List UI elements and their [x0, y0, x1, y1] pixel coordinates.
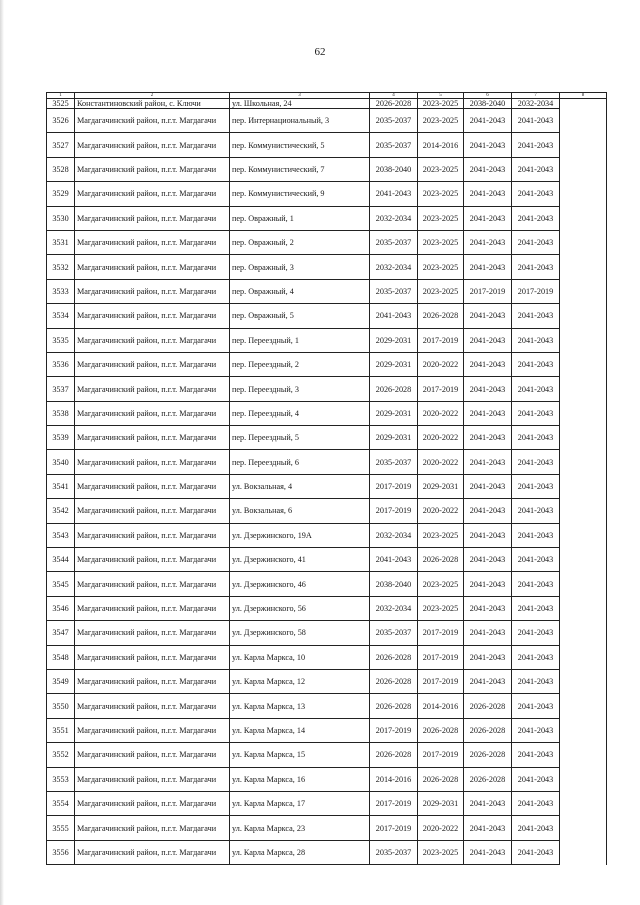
row-period-col7: 2041-2043 — [512, 670, 560, 694]
row-period-col7: 2041-2043 — [512, 743, 560, 767]
row-number: 3535 — [47, 328, 75, 352]
row-period-col4: 2017-2019 — [370, 816, 418, 840]
row-period-col7: 2041-2043 — [512, 548, 560, 572]
row-district: Магдагачинский район, п.г.т. Магдагачи — [75, 279, 230, 303]
row-period-col6: 2041-2043 — [464, 816, 512, 840]
row-period-col6: 2026-2028 — [464, 767, 512, 791]
row-number: 3556 — [47, 840, 75, 864]
column-number: 3 — [230, 93, 370, 99]
row-number: 3539 — [47, 426, 75, 450]
row-period-col6: 2041-2043 — [464, 499, 512, 523]
row-period-col6: 2041-2043 — [464, 230, 512, 254]
row-address: пер. Овражный, 4 — [230, 279, 370, 303]
row-number: 3537 — [47, 377, 75, 401]
row-col8-empty — [560, 816, 607, 840]
row-period-col6: 2041-2043 — [464, 182, 512, 206]
row-period-col4: 2032-2034 — [370, 596, 418, 620]
row-col8-empty — [560, 255, 607, 279]
row-number: 3536 — [47, 352, 75, 376]
row-col8-empty — [560, 694, 607, 718]
row-period-col5: 2029-2031 — [418, 474, 464, 498]
row-period-col5: 2020-2022 — [418, 426, 464, 450]
row-period-col4: 2014-2016 — [370, 767, 418, 791]
column-number: 6 — [464, 93, 512, 99]
row-period-col4: 2035-2037 — [370, 230, 418, 254]
row-address: ул. Карла Маркса, 10 — [230, 645, 370, 669]
row-period-col7: 2041-2043 — [512, 621, 560, 645]
row-address: пер. Коммунистический, 5 — [230, 133, 370, 157]
row-address: ул. Карла Маркса, 13 — [230, 694, 370, 718]
row-district: Магдагачинский район, п.г.т. Магдагачи — [75, 450, 230, 474]
row-period-col4: 2035-2037 — [370, 621, 418, 645]
row-period-col7: 2041-2043 — [512, 352, 560, 376]
row-period-col5: 2020-2022 — [418, 816, 464, 840]
row-period-col5: 2020-2022 — [418, 450, 464, 474]
column-number: 5 — [418, 93, 464, 99]
page-number: 62 — [314, 46, 326, 58]
row-district: Магдагачинский район, п.г.т. Магдагачи — [75, 230, 230, 254]
row-district: Константиновский район, с. Ключи — [75, 99, 230, 109]
row-period-col6: 2041-2043 — [464, 304, 512, 328]
row-period-col7: 2041-2043 — [512, 694, 560, 718]
column-number: 4 — [370, 93, 418, 99]
row-period-col6: 2038-2040 — [464, 99, 512, 109]
row-number: 3541 — [47, 474, 75, 498]
row-period-col7: 2041-2043 — [512, 499, 560, 523]
row-number: 3532 — [47, 255, 75, 279]
row-period-col5: 2017-2019 — [418, 328, 464, 352]
row-address: ул. Карла Маркса, 17 — [230, 791, 370, 815]
row-col8-empty — [560, 548, 607, 572]
row-address: пер. Овражный, 5 — [230, 304, 370, 328]
row-address: пер. Переездный, 2 — [230, 352, 370, 376]
row-district: Магдагачинский район, п.г.т. Магдагачи — [75, 182, 230, 206]
row-address: пер. Переездный, 5 — [230, 426, 370, 450]
row-district: Магдагачинский район, п.г.т. Магдагачи — [75, 401, 230, 425]
table-row — [47, 840, 607, 864]
table-row — [47, 596, 607, 620]
row-district: Магдагачинский район, п.г.т. Магдагачи — [75, 743, 230, 767]
row-period-col4: 2038-2040 — [370, 572, 418, 596]
table-row — [47, 743, 607, 767]
row-period-col5: 2023-2025 — [418, 109, 464, 133]
row-district: Магдагачинский район, п.г.т. Магдагачи — [75, 255, 230, 279]
row-period-col7: 2041-2043 — [512, 816, 560, 840]
table-row — [47, 450, 607, 474]
row-period-col5: 2014-2016 — [418, 694, 464, 718]
row-col8-empty — [560, 499, 607, 523]
row-period-col4: 2041-2043 — [370, 182, 418, 206]
scan-edge-shadow — [0, 0, 4, 905]
row-period-col7: 2041-2043 — [512, 182, 560, 206]
row-period-col4: 2035-2037 — [370, 450, 418, 474]
row-period-col4: 2035-2037 — [370, 279, 418, 303]
row-number: 3529 — [47, 182, 75, 206]
row-period-col4: 2032-2034 — [370, 523, 418, 547]
row-period-col5: 2026-2028 — [418, 718, 464, 742]
row-period-col7: 2041-2043 — [512, 645, 560, 669]
row-period-col4: 2035-2037 — [370, 840, 418, 864]
row-period-col7: 2041-2043 — [512, 426, 560, 450]
row-period-col7: 2041-2043 — [512, 401, 560, 425]
row-address: ул. Школьная, 24 — [230, 99, 370, 109]
row-district: Магдагачинский район, п.г.т. Магдагачи — [75, 426, 230, 450]
row-number: 3550 — [47, 694, 75, 718]
row-period-col7: 2041-2043 — [512, 523, 560, 547]
table-row — [47, 426, 607, 450]
row-address: ул. Дзержинского, 58 — [230, 621, 370, 645]
row-district: Магдагачинский район, п.г.т. Магдагачи — [75, 718, 230, 742]
row-district: Магдагачинский район, п.г.т. Магдагачи — [75, 328, 230, 352]
row-address: пер. Переездный, 6 — [230, 450, 370, 474]
row-period-col5: 2023-2025 — [418, 206, 464, 230]
row-number: 3533 — [47, 279, 75, 303]
row-period-col6: 2041-2043 — [464, 670, 512, 694]
row-address: пер. Овражный, 2 — [230, 230, 370, 254]
row-number: 3525 — [47, 99, 75, 109]
row-period-col6: 2041-2043 — [464, 645, 512, 669]
row-district: Магдагачинский район, п.г.т. Магдагачи — [75, 621, 230, 645]
row-period-col7: 2041-2043 — [512, 133, 560, 157]
row-address: ул. Карла Маркса, 15 — [230, 743, 370, 767]
row-address: ул. Карла Маркса, 28 — [230, 840, 370, 864]
row-period-col6: 2041-2043 — [464, 401, 512, 425]
row-number: 3527 — [47, 133, 75, 157]
table-row — [47, 255, 607, 279]
row-col8-empty — [560, 840, 607, 864]
row-col8-empty — [560, 791, 607, 815]
row-col8-empty — [560, 523, 607, 547]
row-col8-empty — [560, 182, 607, 206]
row-address: ул. Карла Маркса, 16 — [230, 767, 370, 791]
row-period-col6: 2041-2043 — [464, 157, 512, 181]
row-col8-empty — [560, 157, 607, 181]
row-period-col6: 2041-2043 — [464, 523, 512, 547]
table-row — [47, 157, 607, 181]
row-period-col4: 2029-2031 — [370, 352, 418, 376]
row-period-col5: 2023-2025 — [418, 99, 464, 109]
row-address: ул. Дзержинского, 19А — [230, 523, 370, 547]
row-col8-empty — [560, 109, 607, 133]
row-col8-empty — [560, 621, 607, 645]
row-period-col4: 2017-2019 — [370, 474, 418, 498]
row-number: 3548 — [47, 645, 75, 669]
row-col8-empty — [560, 718, 607, 742]
row-col8-empty — [560, 377, 607, 401]
table-row — [47, 401, 607, 425]
column-number: 8 — [560, 93, 607, 99]
row-number: 3549 — [47, 670, 75, 694]
row-period-col7: 2041-2043 — [512, 304, 560, 328]
column-number: 1 — [47, 93, 75, 99]
row-address: пер. Переездный, 4 — [230, 401, 370, 425]
row-district: Магдагачинский район, п.г.т. Магдагачи — [75, 767, 230, 791]
row-district: Магдагачинский район, п.г.т. Магдагачи — [75, 133, 230, 157]
row-period-col4: 2029-2031 — [370, 426, 418, 450]
row-period-col4: 2032-2034 — [370, 206, 418, 230]
row-col8-empty — [560, 767, 607, 791]
row-number: 3538 — [47, 401, 75, 425]
row-number: 3531 — [47, 230, 75, 254]
row-number: 3543 — [47, 523, 75, 547]
row-district: Магдагачинский район, п.г.т. Магдагачи — [75, 816, 230, 840]
table-row — [47, 791, 607, 815]
row-period-col5: 2017-2019 — [418, 670, 464, 694]
row-period-col5: 2023-2025 — [418, 255, 464, 279]
row-col8-empty — [560, 328, 607, 352]
table-row — [47, 133, 607, 157]
row-address: пер. Овражный, 3 — [230, 255, 370, 279]
row-address: ул. Карла Маркса, 12 — [230, 670, 370, 694]
row-period-col6: 2017-2019 — [464, 279, 512, 303]
row-period-col4: 2026-2028 — [370, 99, 418, 109]
row-district: Магдагачинский район, п.г.т. Магдагачи — [75, 474, 230, 498]
row-address: пер. Переездный, 1 — [230, 328, 370, 352]
row-district: Магдагачинский район, п.г.т. Магдагачи — [75, 377, 230, 401]
table-row — [47, 99, 607, 109]
row-period-col6: 2041-2043 — [464, 352, 512, 376]
row-period-col5: 2023-2025 — [418, 572, 464, 596]
row-number: 3553 — [47, 767, 75, 791]
row-period-col6: 2041-2043 — [464, 426, 512, 450]
row-period-col6: 2041-2043 — [464, 791, 512, 815]
row-period-col7: 2041-2043 — [512, 767, 560, 791]
table-row — [47, 109, 607, 133]
table-row — [47, 816, 607, 840]
row-district: Магдагачинский район, п.г.т. Магдагачи — [75, 157, 230, 181]
table-row — [47, 474, 607, 498]
column-number: 7 — [512, 93, 560, 99]
row-period-col7: 2041-2043 — [512, 450, 560, 474]
row-period-col7: 2041-2043 — [512, 474, 560, 498]
row-district: Магдагачинский район, п.г.т. Магдагачи — [75, 840, 230, 864]
table-row — [47, 230, 607, 254]
row-period-col7: 2041-2043 — [512, 206, 560, 230]
row-period-col4: 2026-2028 — [370, 645, 418, 669]
row-col8-empty — [560, 743, 607, 767]
row-address: ул. Вокзальная, 6 — [230, 499, 370, 523]
table-row — [47, 499, 607, 523]
row-district: Магдагачинский район, п.г.т. Магдагачи — [75, 548, 230, 572]
row-period-col7: 2041-2043 — [512, 840, 560, 864]
table-row — [47, 645, 607, 669]
row-period-col4: 2041-2043 — [370, 304, 418, 328]
row-period-col5: 2026-2028 — [418, 767, 464, 791]
row-period-col6: 2026-2028 — [464, 743, 512, 767]
table-row — [47, 694, 607, 718]
row-col8-empty — [560, 645, 607, 669]
row-period-col7: 2041-2043 — [512, 596, 560, 620]
table-row — [47, 670, 607, 694]
row-number: 3528 — [47, 157, 75, 181]
row-col8-empty — [560, 450, 607, 474]
row-period-col6: 2026-2028 — [464, 718, 512, 742]
housing-repair-table — [46, 92, 606, 865]
row-period-col6: 2041-2043 — [464, 474, 512, 498]
row-col8-empty — [560, 401, 607, 425]
row-col8-empty — [560, 572, 607, 596]
row-period-col7: 2041-2043 — [512, 109, 560, 133]
row-period-col4: 2017-2019 — [370, 791, 418, 815]
row-period-col6: 2041-2043 — [464, 621, 512, 645]
row-number: 3544 — [47, 548, 75, 572]
row-period-col6: 2041-2043 — [464, 450, 512, 474]
row-col8-empty — [560, 133, 607, 157]
row-address: пер. Интернациональный, 3 — [230, 109, 370, 133]
row-district: Магдагачинский район, п.г.т. Магдагачи — [75, 109, 230, 133]
row-address: пер. Коммунистический, 7 — [230, 157, 370, 181]
row-period-col4: 2029-2031 — [370, 401, 418, 425]
row-col8-empty — [560, 206, 607, 230]
table-row — [47, 718, 607, 742]
row-period-col6: 2041-2043 — [464, 328, 512, 352]
row-district: Магдагачинский район, п.г.т. Магдагачи — [75, 499, 230, 523]
row-col8-empty — [560, 474, 607, 498]
row-number: 3530 — [47, 206, 75, 230]
column-number: 2 — [75, 93, 230, 99]
row-district: Магдагачинский район, п.г.т. Магдагачи — [75, 645, 230, 669]
row-address: ул. Карла Маркса, 23 — [230, 816, 370, 840]
row-period-col5: 2029-2031 — [418, 791, 464, 815]
table-row — [47, 352, 607, 376]
row-period-col6: 2041-2043 — [464, 206, 512, 230]
row-col8-empty — [560, 99, 607, 109]
table-row — [47, 304, 607, 328]
row-period-col4: 2026-2028 — [370, 743, 418, 767]
row-period-col6: 2041-2043 — [464, 548, 512, 572]
row-period-col7: 2041-2043 — [512, 328, 560, 352]
row-col8-empty — [560, 230, 607, 254]
row-col8-empty — [560, 304, 607, 328]
row-district: Магдагачинский район, п.г.т. Магдагачи — [75, 596, 230, 620]
row-period-col4: 2035-2037 — [370, 109, 418, 133]
row-period-col4: 2017-2019 — [370, 499, 418, 523]
row-period-col4: 2029-2031 — [370, 328, 418, 352]
row-number: 3547 — [47, 621, 75, 645]
row-district: Магдагачинский район, п.г.т. Магдагачи — [75, 523, 230, 547]
row-address: пер. Коммунистический, 9 — [230, 182, 370, 206]
row-period-col6: 2041-2043 — [464, 596, 512, 620]
row-period-col4: 2026-2028 — [370, 670, 418, 694]
row-period-col5: 2014-2016 — [418, 133, 464, 157]
row-period-col4: 2041-2043 — [370, 548, 418, 572]
table-row — [47, 767, 607, 791]
row-address: ул. Карла Маркса, 14 — [230, 718, 370, 742]
row-period-col5: 2020-2022 — [418, 352, 464, 376]
row-period-col5: 2020-2022 — [418, 401, 464, 425]
row-period-col4: 2038-2040 — [370, 157, 418, 181]
row-number: 3540 — [47, 450, 75, 474]
table-row — [47, 523, 607, 547]
row-number: 3542 — [47, 499, 75, 523]
row-address: ул. Вокзальная, 4 — [230, 474, 370, 498]
row-period-col5: 2023-2025 — [418, 596, 464, 620]
row-col8-empty — [560, 670, 607, 694]
row-col8-empty — [560, 426, 607, 450]
row-period-col7: 2041-2043 — [512, 572, 560, 596]
row-col8-empty — [560, 352, 607, 376]
row-period-col6: 2041-2043 — [464, 255, 512, 279]
row-number: 3546 — [47, 596, 75, 620]
row-period-col5: 2026-2028 — [418, 304, 464, 328]
row-period-col5: 2023-2025 — [418, 523, 464, 547]
row-period-col4: 2017-2019 — [370, 718, 418, 742]
row-address: ул. Дзержинского, 46 — [230, 572, 370, 596]
row-period-col5: 2017-2019 — [418, 645, 464, 669]
table-row — [47, 328, 607, 352]
row-period-col4: 2032-2034 — [370, 255, 418, 279]
row-district: Магдагачинский район, п.г.т. Магдагачи — [75, 791, 230, 815]
row-period-col7: 2041-2043 — [512, 791, 560, 815]
table-row — [47, 206, 607, 230]
row-col8-empty — [560, 279, 607, 303]
row-period-col5: 2017-2019 — [418, 377, 464, 401]
row-period-col4: 2035-2037 — [370, 133, 418, 157]
row-address: пер. Переездный, 3 — [230, 377, 370, 401]
row-address: ул. Дзержинского, 56 — [230, 596, 370, 620]
row-period-col7: 2041-2043 — [512, 718, 560, 742]
table-row — [47, 621, 607, 645]
row-period-col7: 2041-2043 — [512, 157, 560, 181]
row-period-col5: 2023-2025 — [418, 182, 464, 206]
row-period-col5: 2023-2025 — [418, 840, 464, 864]
row-period-col5: 2023-2025 — [418, 157, 464, 181]
table-row — [47, 572, 607, 596]
row-number: 3552 — [47, 743, 75, 767]
row-period-col6: 2041-2043 — [464, 109, 512, 133]
row-period-col5: 2023-2025 — [418, 279, 464, 303]
row-number: 3545 — [47, 572, 75, 596]
row-district: Магдагачинский район, п.г.т. Магдагачи — [75, 572, 230, 596]
row-period-col5: 2017-2019 — [418, 621, 464, 645]
table-row — [47, 182, 607, 206]
row-period-col4: 2026-2028 — [370, 694, 418, 718]
row-period-col7: 2041-2043 — [512, 377, 560, 401]
row-number: 3534 — [47, 304, 75, 328]
row-period-col5: 2020-2022 — [418, 499, 464, 523]
row-period-col7: 2041-2043 — [512, 255, 560, 279]
row-period-col7: 2032-2034 — [512, 99, 560, 109]
row-address: пер. Овражный, 1 — [230, 206, 370, 230]
row-period-col5: 2017-2019 — [418, 743, 464, 767]
table-row — [47, 548, 607, 572]
row-period-col6: 2041-2043 — [464, 572, 512, 596]
row-period-col7: 2041-2043 — [512, 230, 560, 254]
row-district: Магдагачинский район, п.г.т. Магдагачи — [75, 304, 230, 328]
row-period-col4: 2026-2028 — [370, 377, 418, 401]
row-district: Магдагачинский район, п.г.т. Магдагачи — [75, 694, 230, 718]
row-period-col6: 2041-2043 — [464, 377, 512, 401]
row-district: Магдагачинский район, п.г.т. Магдагачи — [75, 670, 230, 694]
row-period-col6: 2041-2043 — [464, 840, 512, 864]
row-district: Магдагачинский район, п.г.т. Магдагачи — [75, 206, 230, 230]
row-period-col6: 2026-2028 — [464, 694, 512, 718]
row-period-col7: 2017-2019 — [512, 279, 560, 303]
row-number: 3555 — [47, 816, 75, 840]
row-number: 3554 — [47, 791, 75, 815]
row-district: Магдагачинский район, п.г.т. Магдагачи — [75, 352, 230, 376]
row-address: ул. Дзержинского, 41 — [230, 548, 370, 572]
table-row — [47, 279, 607, 303]
row-number: 3551 — [47, 718, 75, 742]
row-period-col5: 2023-2025 — [418, 230, 464, 254]
row-period-col5: 2026-2028 — [418, 548, 464, 572]
row-period-col6: 2041-2043 — [464, 133, 512, 157]
table-row — [47, 377, 607, 401]
row-number: 3526 — [47, 109, 75, 133]
row-col8-empty — [560, 596, 607, 620]
